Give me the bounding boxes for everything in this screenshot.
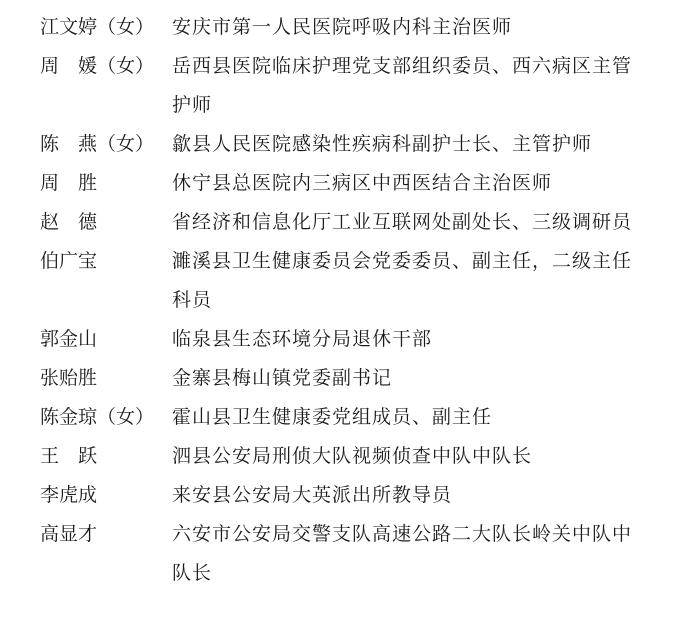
award-list	[0, 8, 678, 593]
list-item	[0, 320, 678, 359]
person-name: 李虎成	[40, 484, 98, 506]
list-item	[0, 125, 678, 164]
person-name: 江文婷（女）	[40, 16, 155, 38]
person-title: 泗县公安局刑侦大队视频侦查中队中队长	[172, 445, 533, 467]
person-name: 周 媛（女）	[40, 55, 155, 77]
person-title: 安庆市第一人民医院呼吸内科主治医师	[172, 16, 513, 38]
person-title: 岳西县医院临床护理党支部组织委员、西六病区主管护师	[172, 55, 633, 116]
list-item	[0, 359, 678, 398]
person-title: 休宁县总医院内三病区中西医结合主治医师	[172, 172, 553, 194]
person-name: 高显才	[40, 523, 98, 545]
person-name: 陈金琼（女）	[40, 406, 155, 428]
person-name: 张贻胜	[40, 367, 98, 389]
list-item	[0, 8, 678, 47]
list-item	[0, 242, 678, 320]
person-title: 金寨县梅山镇党委副书记	[172, 367, 393, 389]
person-title: 六安市公安局交警支队高速公路二大队长岭关中队中队长	[172, 523, 633, 584]
person-name: 周 胜	[40, 172, 98, 194]
person-name: 郭金山	[40, 328, 98, 350]
person-title: 临泉县生态环境分局退休干部	[172, 328, 433, 350]
person-name: 王 跃	[40, 445, 98, 467]
person-title: 省经济和信息化厅工业互联网处副处长、三级调研员	[172, 211, 633, 233]
person-title: 濉溪县卫生健康委员会党委委员、副主任，二级主任科员	[172, 250, 633, 311]
list-item	[0, 164, 678, 203]
person-title: 歙县人民医院感染性疾病科副护士长、主管护师	[172, 133, 593, 155]
list-item	[0, 398, 678, 437]
list-item	[0, 476, 678, 515]
list-item	[0, 515, 678, 593]
list-item	[0, 47, 678, 125]
person-name: 伯广宝	[40, 250, 98, 272]
list-item	[0, 203, 678, 242]
person-title: 来安县公安局大英派出所教导员	[172, 484, 453, 506]
person-name: 陈 燕（女）	[40, 133, 155, 155]
list-item	[0, 437, 678, 476]
person-name: 赵 德	[40, 211, 98, 233]
person-title: 霍山县卫生健康委党组成员、副主任	[172, 406, 493, 428]
